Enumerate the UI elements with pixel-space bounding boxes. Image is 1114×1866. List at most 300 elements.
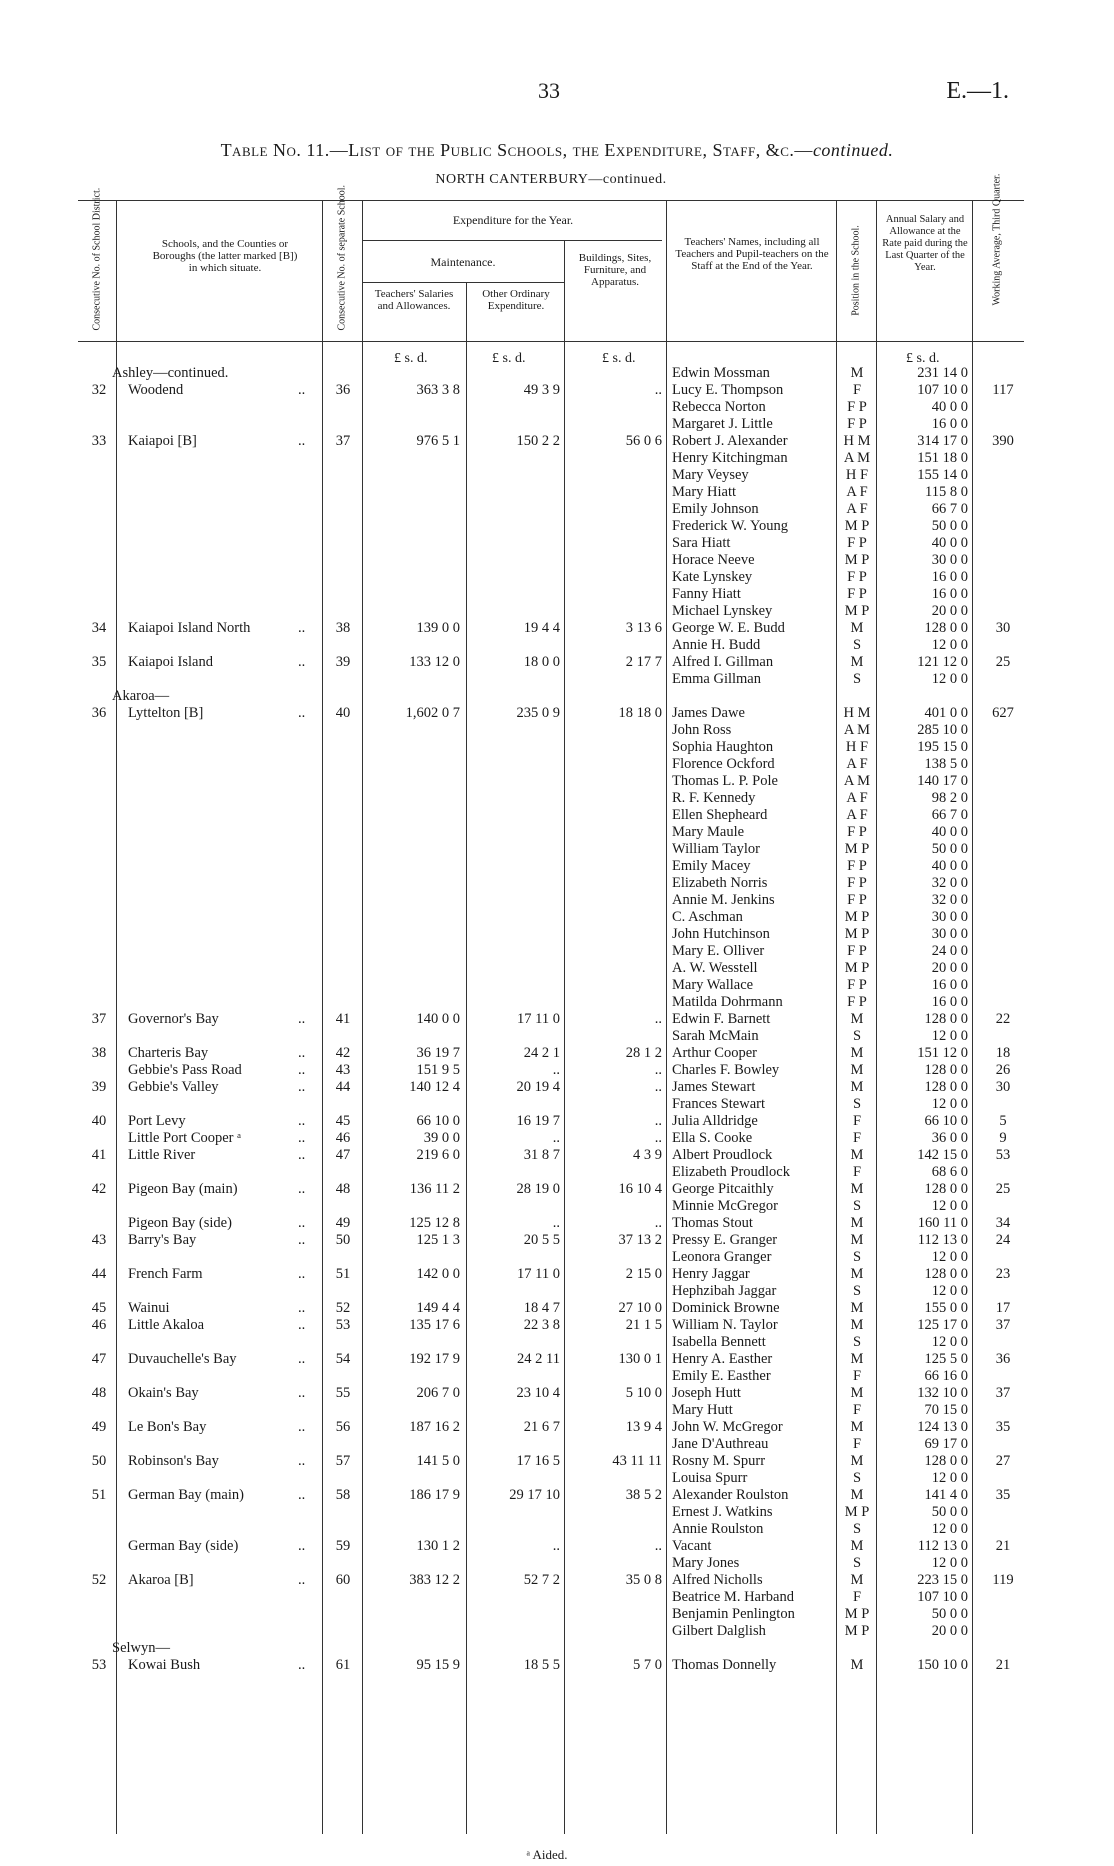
teacher-name: Benjamin Penlington: [672, 1606, 795, 1622]
teacher-name: Louisa Spurr: [672, 1470, 748, 1486]
annual-salary: 142 15 0: [917, 1147, 968, 1163]
header-expenditure: Expenditure for the Year.: [452, 213, 574, 227]
district-number: 45: [91, 1300, 107, 1316]
separate-school-number: 43: [335, 1062, 351, 1078]
teacher-name: Leonora Granger: [672, 1249, 772, 1265]
working-average: 30: [995, 1079, 1011, 1095]
annual-salary: 314 17 0: [917, 433, 968, 449]
annual-salary: 32 0 0: [931, 892, 968, 908]
teacher-name: Thomas Stout: [672, 1215, 753, 1231]
salaries-amount: 192 17 9: [409, 1351, 460, 1367]
school-name: Kaiapoi Island: [128, 654, 213, 670]
salaries-amount: 130 1 2: [416, 1538, 460, 1554]
teacher-name: Alexander Roulston: [672, 1487, 789, 1503]
leader-dots: ..: [298, 1657, 306, 1673]
other-expenditure-amount: 28 19 0: [516, 1181, 560, 1197]
teacher-name: Henry Jaggar: [672, 1266, 750, 1282]
teacher-name: Isabella Bennett: [672, 1334, 766, 1350]
teacher-position: M P: [844, 926, 870, 942]
annual-salary: 128 0 0: [924, 1011, 968, 1027]
unit-label-other: £ s. d.: [492, 351, 526, 366]
annual-salary: 285 10 0: [917, 722, 968, 738]
separate-school-number: 49: [335, 1215, 351, 1231]
annual-salary: 128 0 0: [924, 1079, 968, 1095]
salaries-amount: 1,602 0 7: [405, 705, 460, 721]
teacher-position: M: [850, 1232, 864, 1248]
table-row: [0, 1640, 1114, 1657]
teacher-name: Joseph Hutt: [672, 1385, 741, 1401]
table-row: [0, 722, 1114, 739]
teacher-position: M P: [844, 552, 870, 568]
school-name: German Bay (side): [128, 1538, 239, 1554]
working-average: 119: [992, 1572, 1014, 1588]
leader-dots: ..: [298, 1045, 306, 1061]
teacher-name: Robert J. Alexander: [672, 433, 788, 449]
leader-dots: ..: [298, 1147, 306, 1163]
teacher-position: A F: [846, 790, 868, 806]
table-row: [0, 1555, 1114, 1572]
teacher-position: S: [852, 637, 862, 653]
teacher-position: F P: [847, 994, 867, 1010]
annual-salary: 107 10 0: [917, 382, 968, 398]
table-row: [0, 637, 1114, 654]
table-title: Table No. 11.—List of the Public Schools, the Expenditure, Staff, &c.—continued.: [220, 140, 894, 160]
annual-salary: 150 10 0: [917, 1657, 968, 1673]
school-name: Akaroa [B]: [128, 1572, 194, 1588]
teacher-position: H M: [843, 433, 871, 449]
leader-dots: ..: [298, 1538, 306, 1554]
annual-salary: 12 0 0: [931, 1096, 968, 1112]
buildings-amount: 37 13 2: [618, 1232, 662, 1248]
working-average: 37: [995, 1385, 1011, 1401]
annual-salary: 16 0 0: [931, 994, 968, 1010]
annual-salary: 12 0 0: [931, 1198, 968, 1214]
separate-school-number: 60: [335, 1572, 351, 1588]
salaries-amount: 125 1 3: [416, 1232, 460, 1248]
school-name: Pigeon Bay (side): [128, 1215, 232, 1231]
working-average: 27: [995, 1453, 1011, 1469]
teacher-position: H F: [845, 739, 869, 755]
teacher-position: M: [850, 1147, 864, 1163]
working-average: 21: [995, 1538, 1011, 1554]
annual-salary: 50 0 0: [931, 1504, 968, 1520]
working-average: 37: [995, 1317, 1011, 1333]
buildings-amount: 43 11 11: [612, 1453, 662, 1469]
teacher-position: M: [850, 1419, 864, 1435]
separate-school-number: 47: [335, 1147, 351, 1163]
annual-salary: 223 15 0: [917, 1572, 968, 1588]
teacher-name: Frances Stewart: [672, 1096, 766, 1112]
salaries-amount: 133 12 0: [409, 654, 460, 670]
teacher-position: F: [852, 1113, 862, 1129]
teacher-name: George W. E. Budd: [672, 620, 785, 636]
teacher-position: M: [850, 1538, 864, 1554]
teacher-name: Annie Roulston: [672, 1521, 764, 1537]
teacher-name: Emily Johnson: [672, 501, 759, 517]
district-number: 41: [91, 1147, 107, 1163]
annual-salary: 125 5 0: [924, 1351, 968, 1367]
annual-salary: 151 18 0: [917, 450, 968, 466]
buildings-amount: 5 7 0: [633, 1657, 662, 1673]
teacher-name: Annie H. Budd: [672, 637, 761, 653]
annual-salary: 30 0 0: [931, 926, 968, 942]
annual-salary: 195 15 0: [917, 739, 968, 755]
teacher-position: S: [852, 1249, 862, 1265]
annual-salary: 20 0 0: [931, 603, 968, 619]
school-name: Woodend: [128, 382, 184, 398]
separate-school-number: 44: [335, 1079, 351, 1095]
teacher-position: M P: [844, 909, 870, 925]
annual-salary: 12 0 0: [931, 637, 968, 653]
salaries-amount: 136 11 2: [409, 1181, 460, 1197]
school-name: Robinson's Bay: [128, 1453, 219, 1469]
table-row: [0, 875, 1114, 892]
district-number: 48: [91, 1385, 107, 1401]
annual-salary: 128 0 0: [924, 1062, 968, 1078]
teacher-position: A M: [843, 450, 871, 466]
table-row: [0, 841, 1114, 858]
teacher-name: Florence Ockford: [672, 756, 775, 772]
teacher-name: James Stewart: [672, 1079, 756, 1095]
teacher-name: George Pitcaithly: [672, 1181, 774, 1197]
table-row: [0, 1028, 1114, 1045]
buildings-amount: ..: [654, 1215, 662, 1231]
table-row: [0, 1351, 1114, 1368]
annual-salary: 128 0 0: [924, 1181, 968, 1197]
table-row: [0, 1368, 1114, 1385]
leader-dots: ..: [298, 1317, 306, 1333]
separate-school-number: 41: [335, 1011, 351, 1027]
working-average: 30: [995, 620, 1011, 636]
annual-salary: 36 0 0: [931, 1130, 968, 1146]
school-name: Kaiapoi [B]: [128, 433, 197, 449]
header-teachers-names: Teachers' Names, including all Teachers and Pupil-teachers on the Staff at the End of the Year.: [675, 236, 829, 272]
district-number: 42: [91, 1181, 107, 1197]
annual-salary: 68 6 0: [931, 1164, 968, 1180]
school-name: Kowai Bush: [128, 1657, 201, 1673]
district-number: 44: [91, 1266, 107, 1282]
school-name: Okain's Bay: [128, 1385, 199, 1401]
teacher-name: Emily E. Easther: [672, 1368, 771, 1384]
teacher-position: M P: [844, 1504, 870, 1520]
teacher-position: F P: [847, 569, 867, 585]
buildings-amount: 2 17 7: [625, 654, 662, 670]
teacher-name: Edwin Mossman: [672, 365, 770, 381]
table-row: [0, 1589, 1114, 1606]
buildings-amount: 13 9 4: [625, 1419, 662, 1435]
annual-salary: 125 17 0: [917, 1317, 968, 1333]
annual-salary: 112 13 0: [917, 1232, 968, 1248]
other-expenditure-amount: 22 3 8: [523, 1317, 560, 1333]
annual-salary: 66 7 0: [931, 501, 968, 517]
table-row: [0, 1487, 1114, 1504]
annual-salary: 151 12 0: [917, 1045, 968, 1061]
table-row: [0, 688, 1114, 705]
district-number: 39: [91, 1079, 107, 1095]
teacher-name: Mary Maule: [672, 824, 745, 840]
annual-salary: 12 0 0: [931, 1334, 968, 1350]
separate-school-number: 42: [335, 1045, 351, 1061]
separate-school-number: 57: [335, 1453, 351, 1469]
leader-dots: ..: [298, 1079, 306, 1095]
separate-school-number: 55: [335, 1385, 351, 1401]
annual-salary: 112 13 0: [917, 1538, 968, 1554]
teacher-name: Ellen Shepheard: [672, 807, 768, 823]
table-row: [0, 365, 1114, 382]
teacher-name: Thomas L. P. Pole: [672, 773, 778, 789]
working-average: 26: [995, 1062, 1011, 1078]
teacher-position: M P: [844, 960, 870, 976]
table-row: [0, 1436, 1114, 1453]
teacher-position: S: [852, 1521, 862, 1537]
annual-salary: 138 5 0: [924, 756, 968, 772]
teacher-position: H F: [845, 467, 869, 483]
table-row: [0, 1096, 1114, 1113]
school-name: Barry's Bay: [128, 1232, 197, 1248]
annual-salary: 50 0 0: [931, 518, 968, 534]
working-average: 22: [995, 1011, 1011, 1027]
table-row: [0, 824, 1114, 841]
annual-salary: 128 0 0: [924, 620, 968, 636]
annual-salary: 40 0 0: [931, 399, 968, 415]
teacher-position: F: [852, 382, 862, 398]
teacher-position: S: [852, 1470, 862, 1486]
teacher-name: Mary Jones: [672, 1555, 740, 1571]
school-name: Little Akaloa: [128, 1317, 205, 1333]
teacher-name: John W. McGregor: [672, 1419, 783, 1435]
school-name: Pigeon Bay (main): [128, 1181, 238, 1197]
annual-salary: 16 0 0: [931, 586, 968, 602]
teacher-name: Alfred Nicholls: [672, 1572, 763, 1588]
teacher-name: Jane D'Authreau: [672, 1436, 769, 1452]
buildings-amount: ..: [654, 1062, 662, 1078]
teacher-name: Hephzibah Jaggar: [672, 1283, 777, 1299]
table-row: [0, 433, 1114, 450]
table-subtitle: NORTH CANTERBURY—continued.: [435, 172, 667, 187]
annual-salary: 12 0 0: [931, 1521, 968, 1537]
teacher-position: A F: [846, 807, 868, 823]
teacher-position: F: [852, 1130, 862, 1146]
teacher-position: M: [850, 1181, 864, 1197]
salaries-amount: 39 0 0: [423, 1130, 460, 1146]
buildings-amount: 18 18 0: [618, 705, 662, 721]
separate-school-number: 38: [335, 620, 351, 636]
header-maintenance: Maintenance.: [430, 255, 496, 269]
salaries-amount: 976 5 1: [416, 433, 460, 449]
teacher-position: F: [852, 1436, 862, 1452]
teacher-position: M: [850, 1215, 864, 1231]
separate-school-number: 39: [335, 654, 351, 670]
teacher-position: M P: [844, 1623, 870, 1639]
header-schools: Schools, and the Counties or Boroughs (the latter marked [B]) in which situate.: [152, 238, 298, 274]
district-number: 43: [91, 1232, 107, 1248]
teacher-name: Edwin F. Barnett: [672, 1011, 771, 1027]
annual-salary: 40 0 0: [931, 824, 968, 840]
separate-school-number: 36: [335, 382, 351, 398]
annual-salary: 20 0 0: [931, 960, 968, 976]
teacher-position: M: [850, 1351, 864, 1367]
other-expenditure-amount: 49 3 9: [523, 382, 560, 398]
teacher-name: Minnie McGregor: [672, 1198, 778, 1214]
salaries-amount: 363 3 8: [416, 382, 460, 398]
school-name: Akaroa—: [112, 688, 170, 704]
teacher-name: Emily Macey: [672, 858, 751, 874]
teacher-position: F P: [847, 535, 867, 551]
separate-school-number: 56: [335, 1419, 351, 1435]
leader-dots: ..: [298, 433, 306, 449]
leader-dots: ..: [298, 1232, 306, 1248]
table-row: [0, 620, 1114, 637]
other-expenditure-amount: 52 7 2: [523, 1572, 560, 1588]
table-row: [0, 586, 1114, 603]
table-row: [0, 756, 1114, 773]
salaries-amount: 151 9 5: [416, 1062, 460, 1078]
annual-salary: 160 11 0: [917, 1215, 968, 1231]
teacher-name: Mary Wallace: [672, 977, 754, 993]
teacher-name: Ella S. Cooke: [672, 1130, 753, 1146]
annual-salary: 16 0 0: [931, 977, 968, 993]
separate-school-number: 40: [335, 705, 351, 721]
teacher-name: Elizabeth Proudlock: [672, 1164, 790, 1180]
annual-salary: 69 17 0: [924, 1436, 968, 1452]
teacher-name: C. Aschman: [672, 909, 743, 925]
working-average: 21: [995, 1657, 1011, 1673]
other-expenditure-amount: 24 2 1: [523, 1045, 560, 1061]
table-row: [0, 1266, 1114, 1283]
teacher-position: M P: [844, 603, 870, 619]
separate-school-number: 48: [335, 1181, 351, 1197]
table-top-rule: [78, 200, 1024, 201]
expenditure-rule: [362, 240, 662, 241]
teacher-position: F P: [847, 977, 867, 993]
working-average: 25: [995, 1181, 1011, 1197]
leader-dots: ..: [298, 1453, 306, 1469]
header-consecutive-no-separate: Consecutive No. of separate School.: [336, 184, 348, 331]
working-average: 34: [995, 1215, 1011, 1231]
working-average: 5: [999, 1113, 1007, 1129]
teacher-name: James Dawe: [672, 705, 745, 721]
district-number: 40: [91, 1113, 107, 1129]
teacher-position: S: [852, 1334, 862, 1350]
other-expenditure-amount: 24 2 11: [517, 1351, 560, 1367]
school-name: Duvauchelle's Bay: [128, 1351, 237, 1367]
annual-salary: 30 0 0: [931, 552, 968, 568]
salaries-amount: 95 15 9: [416, 1657, 460, 1673]
teacher-name: Alfred I. Gillman: [672, 654, 774, 670]
school-name: Selwyn—: [112, 1640, 170, 1656]
working-average: 117: [992, 382, 1014, 398]
buildings-amount: 2 15 0: [625, 1266, 662, 1282]
district-number: 50: [91, 1453, 107, 1469]
teacher-position: M: [850, 1657, 864, 1673]
annual-salary: 16 0 0: [931, 416, 968, 432]
teacher-position: F P: [847, 875, 867, 891]
school-name: Gebbie's Valley: [128, 1079, 219, 1095]
annual-salary: 155 0 0: [924, 1300, 968, 1316]
table-row: [0, 1130, 1114, 1147]
annual-salary: 40 0 0: [931, 535, 968, 551]
annual-salary: 16 0 0: [931, 569, 968, 585]
leader-dots: ..: [298, 654, 306, 670]
buildings-amount: ..: [654, 1538, 662, 1554]
table-row: [0, 858, 1114, 875]
header-annual-salary: Annual Salary and Allowance at the Rate paid during the Last Quarter of the Year.: [882, 214, 968, 273]
separate-school-number: 53: [335, 1317, 351, 1333]
table-row: [0, 569, 1114, 586]
annual-salary: 98 2 0: [931, 790, 968, 806]
teacher-name: Frederick W. Young: [672, 518, 789, 534]
district-number: 34: [91, 620, 107, 636]
teacher-position: A F: [846, 501, 868, 517]
table-row: [0, 1079, 1114, 1096]
leader-dots: ..: [298, 1572, 306, 1588]
buildings-amount: ..: [654, 1011, 662, 1027]
annual-salary: 128 0 0: [924, 1266, 968, 1282]
table-row: [0, 501, 1114, 518]
table-row: [0, 1249, 1114, 1266]
table-row: [0, 1623, 1114, 1640]
buildings-amount: 27 10 0: [618, 1300, 662, 1316]
table-row: [0, 1283, 1114, 1300]
other-expenditure-amount: 17 11 0: [517, 1011, 560, 1027]
teacher-position: S: [852, 1028, 862, 1044]
teacher-name: Beatrice M. Harband: [672, 1589, 794, 1605]
table-row: [0, 1181, 1114, 1198]
separate-school-number: 54: [335, 1351, 351, 1367]
school-name: Charteris Bay: [128, 1045, 209, 1061]
table-row: [0, 1317, 1114, 1334]
school-name: Little River: [128, 1147, 196, 1163]
school-name: Port Levy: [128, 1113, 186, 1129]
annual-salary: 66 7 0: [931, 807, 968, 823]
teacher-position: M: [850, 620, 864, 636]
working-average: 53: [995, 1147, 1011, 1163]
teacher-name: Sophia Haughton: [672, 739, 774, 755]
annual-salary: 231 14 0: [917, 365, 968, 381]
leader-dots: ..: [298, 1385, 306, 1401]
working-average: 390: [992, 433, 1014, 449]
table-row: [0, 790, 1114, 807]
working-average: 36: [995, 1351, 1011, 1367]
teacher-position: S: [852, 1198, 862, 1214]
leader-dots: ..: [298, 620, 306, 636]
table-row: [0, 603, 1114, 620]
header-consecutive-no-district: Consecutive No. of School District.: [91, 187, 103, 331]
working-average: 35: [995, 1487, 1011, 1503]
teacher-position: F P: [847, 399, 867, 415]
salaries-amount: 125 12 8: [409, 1215, 460, 1231]
school-name: Gebbie's Pass Road: [128, 1062, 242, 1078]
table-row: [0, 1572, 1114, 1589]
annual-salary: 30 0 0: [931, 909, 968, 925]
teacher-position: M: [850, 1385, 864, 1401]
table-row: [0, 484, 1114, 501]
teacher-name: William N. Taylor: [672, 1317, 778, 1333]
buildings-amount: 130 0 1: [618, 1351, 662, 1367]
separate-school-number: 51: [335, 1266, 351, 1282]
teacher-position: M: [850, 1300, 864, 1316]
annual-salary: 12 0 0: [931, 1470, 968, 1486]
school-name: Le Bon's Bay: [128, 1419, 207, 1435]
salaries-amount: 140 12 4: [409, 1079, 460, 1095]
teacher-position: F: [852, 1402, 862, 1418]
other-expenditure-amount: 235 0 9: [516, 705, 560, 721]
teacher-position: S: [852, 1555, 862, 1571]
working-average: 35: [995, 1419, 1011, 1435]
teacher-position: M: [850, 1062, 864, 1078]
district-number: 37: [91, 1011, 107, 1027]
teacher-position: F P: [847, 943, 867, 959]
